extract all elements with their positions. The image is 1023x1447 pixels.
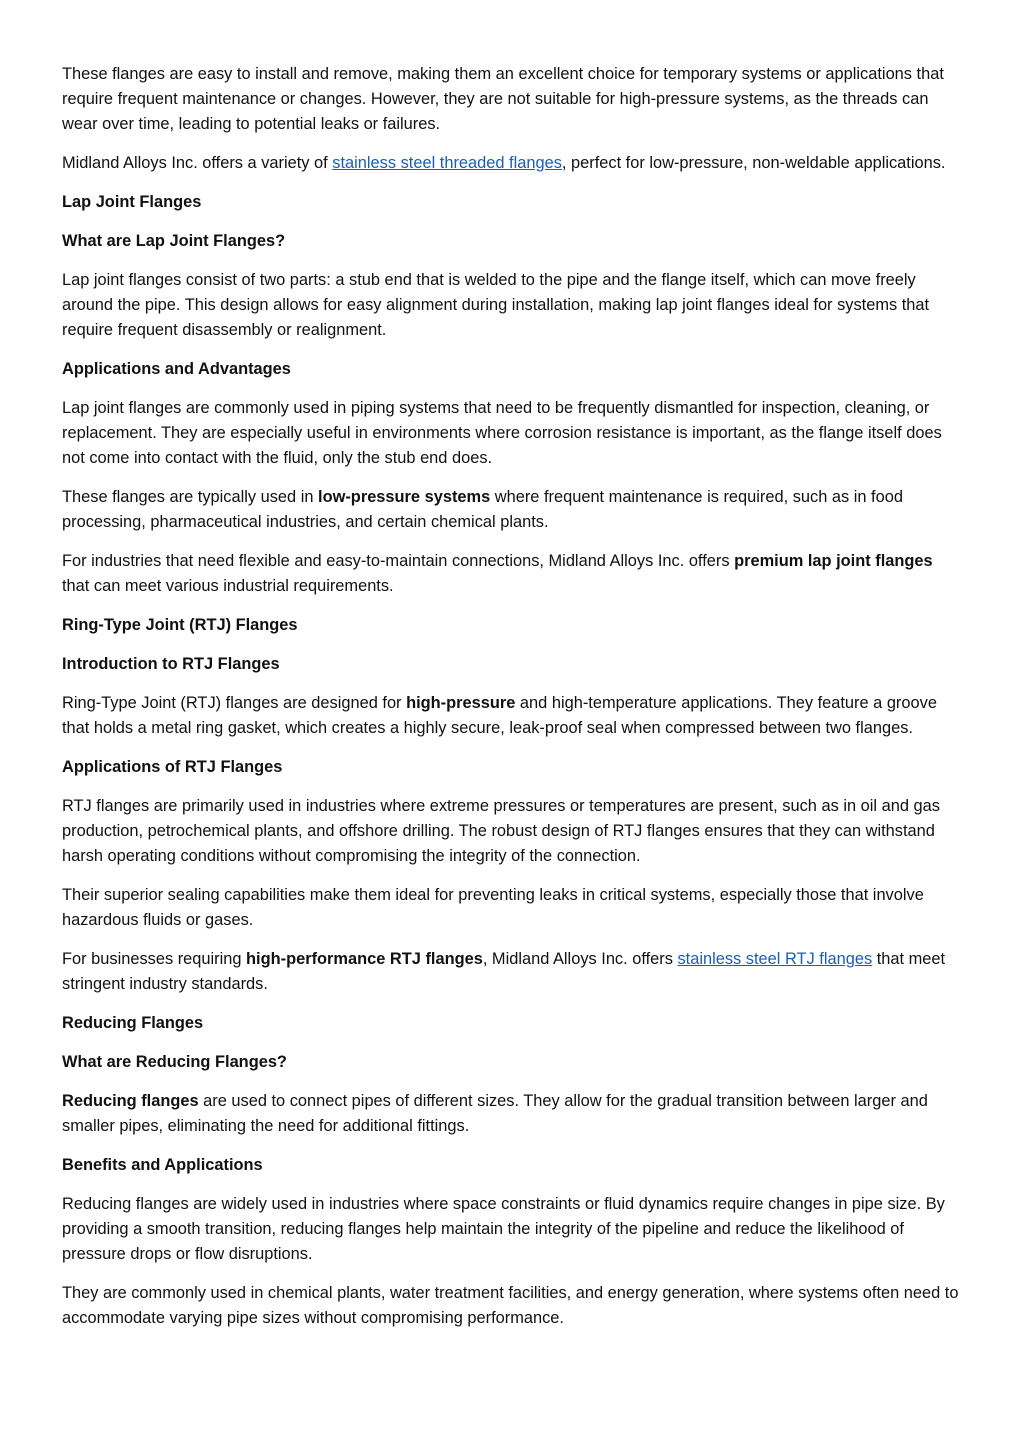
text-segment: For businesses requiring	[62, 950, 247, 968]
text-segment: For industries that need flexible and easy-to-maintain connections, Midland Alloys Inc. offers	[62, 552, 735, 570]
heading-reducing-flanges: Reducing Flanges	[62, 1014, 204, 1032]
bold-reducing-flanges: Reducing flanges	[62, 1092, 199, 1110]
text-segment: that meet stringent industry standards.	[62, 950, 946, 993]
heading-what-are-lap-joint: What are Lap Joint Flanges?	[62, 232, 286, 250]
text-segment: These flanges are typically used in	[62, 488, 319, 506]
text-segment: Midland Alloys Inc. offers a variety of	[62, 154, 333, 172]
heading-benefits-applications: Benefits and Applications	[62, 1156, 263, 1174]
paragraph-rtj-description	[62, 691, 963, 741]
text-segment: and high-temperature applications. They feature a groove that holds a metal ring gasket, which creates a highly secure, leak-proof seal when compressed between two flanges.	[62, 694, 937, 737]
paragraph-rtj-sealing: Their superior sealing capabilities make them ideal for preventing leaks in critical systems, especially those that involve hazardous fluids or gases.	[62, 886, 924, 929]
heading-what-are-reducing: What are Reducing Flanges?	[62, 1053, 287, 1071]
bold-high-performance-rtj: high-performance RTJ flanges	[246, 950, 483, 968]
paragraph-rtj-uses: RTJ flanges are primarily used in industries where extreme pressures or temperatures are present, such as in oil and gas production, petrochemical plants, and offshore drilling. The robust design of RTJ flanges ensures that they can withstand harsh operating conditions without compromising the integrity of the connection.	[62, 797, 940, 865]
paragraph-lap-joint-low-pressure	[62, 485, 963, 535]
heading-applications-advantages: Applications and Advantages	[62, 360, 291, 378]
paragraph-lap-joint-uses: Lap joint flanges are commonly used in piping systems that need to be frequently dismantled for inspection, cleaning, or replacement. They are especially useful in environments where corrosion resistance is important, as the flange itself does not come into contact with the fluid, only the stub end does.	[62, 399, 942, 467]
heading-rtj-flanges: Ring-Type Joint (RTJ) Flanges	[62, 616, 298, 634]
bold-premium-lap-joint-flanges: premium lap joint flanges	[734, 552, 933, 570]
text-segment: where frequent maintenance is required, such as in food processing, pharmaceutical industries, and certain chemical plants.	[62, 488, 903, 531]
text-segment: are used to connect pipes of different sizes. They allow for the gradual transition between larger and smaller pipes, eliminating the need for additional fittings.	[62, 1092, 928, 1135]
text-segment: Ring-Type Joint (RTJ) flanges are designed for	[62, 694, 407, 712]
bold-high-pressure: high-pressure	[406, 694, 516, 712]
link-stainless-rtj-flanges[interactable]: stainless steel RTJ flanges	[677, 950, 873, 968]
heading-applications-rtj: Applications of RTJ Flanges	[62, 758, 283, 776]
link-stainless-threaded-flanges[interactable]: stainless steel threaded flanges	[332, 154, 562, 172]
paragraph-lap-joint-description: Lap joint flanges consist of two parts: a stub end that is welded to the pipe and the flange itself, which can move freely around the pipe. This design allows for easy alignment during installation, making lap joint flanges ideal for systems that require frequent disassembly or realignment.	[62, 271, 930, 339]
paragraph-reducing-uses: Reducing flanges are widely used in industries where space constraints or fluid dynamics require changes in pipe size. By providing a smooth transition, reducing flanges help maintain the integrity of the pipeline and reduce the likelihood of pressure drops or flow disruptions.	[62, 1195, 945, 1263]
paragraph-lap-joint-offer	[62, 549, 963, 599]
paragraph-threaded-offer	[62, 151, 963, 176]
heading-lap-joint-flanges: Lap Joint Flanges	[62, 193, 202, 211]
bold-low-pressure-systems: low-pressure systems	[318, 488, 491, 506]
paragraph-rtj-offer	[62, 947, 963, 997]
heading-intro-rtj: Introduction to RTJ Flanges	[62, 655, 280, 673]
text-segment: that can meet various industrial requirements.	[62, 577, 394, 595]
paragraph-reducing-description	[62, 1089, 963, 1139]
text-segment: , Midland Alloys Inc. offers	[482, 950, 678, 968]
paragraph-threaded-install: These flanges are easy to install and remove, making them an excellent choice for temporary systems or applications that require frequent maintenance or changes. However, they are not suitable for high-pressure systems, as the threads can wear over time, leading to potential leaks or failures.	[62, 65, 944, 133]
text-segment: , perfect for low-pressure, non-weldable applications.	[561, 154, 946, 172]
paragraph-reducing-industries: They are commonly used in chemical plants, water treatment facilities, and energy generation, where systems often need to accommodate varying pipe sizes without compromising performance.	[62, 1284, 959, 1327]
